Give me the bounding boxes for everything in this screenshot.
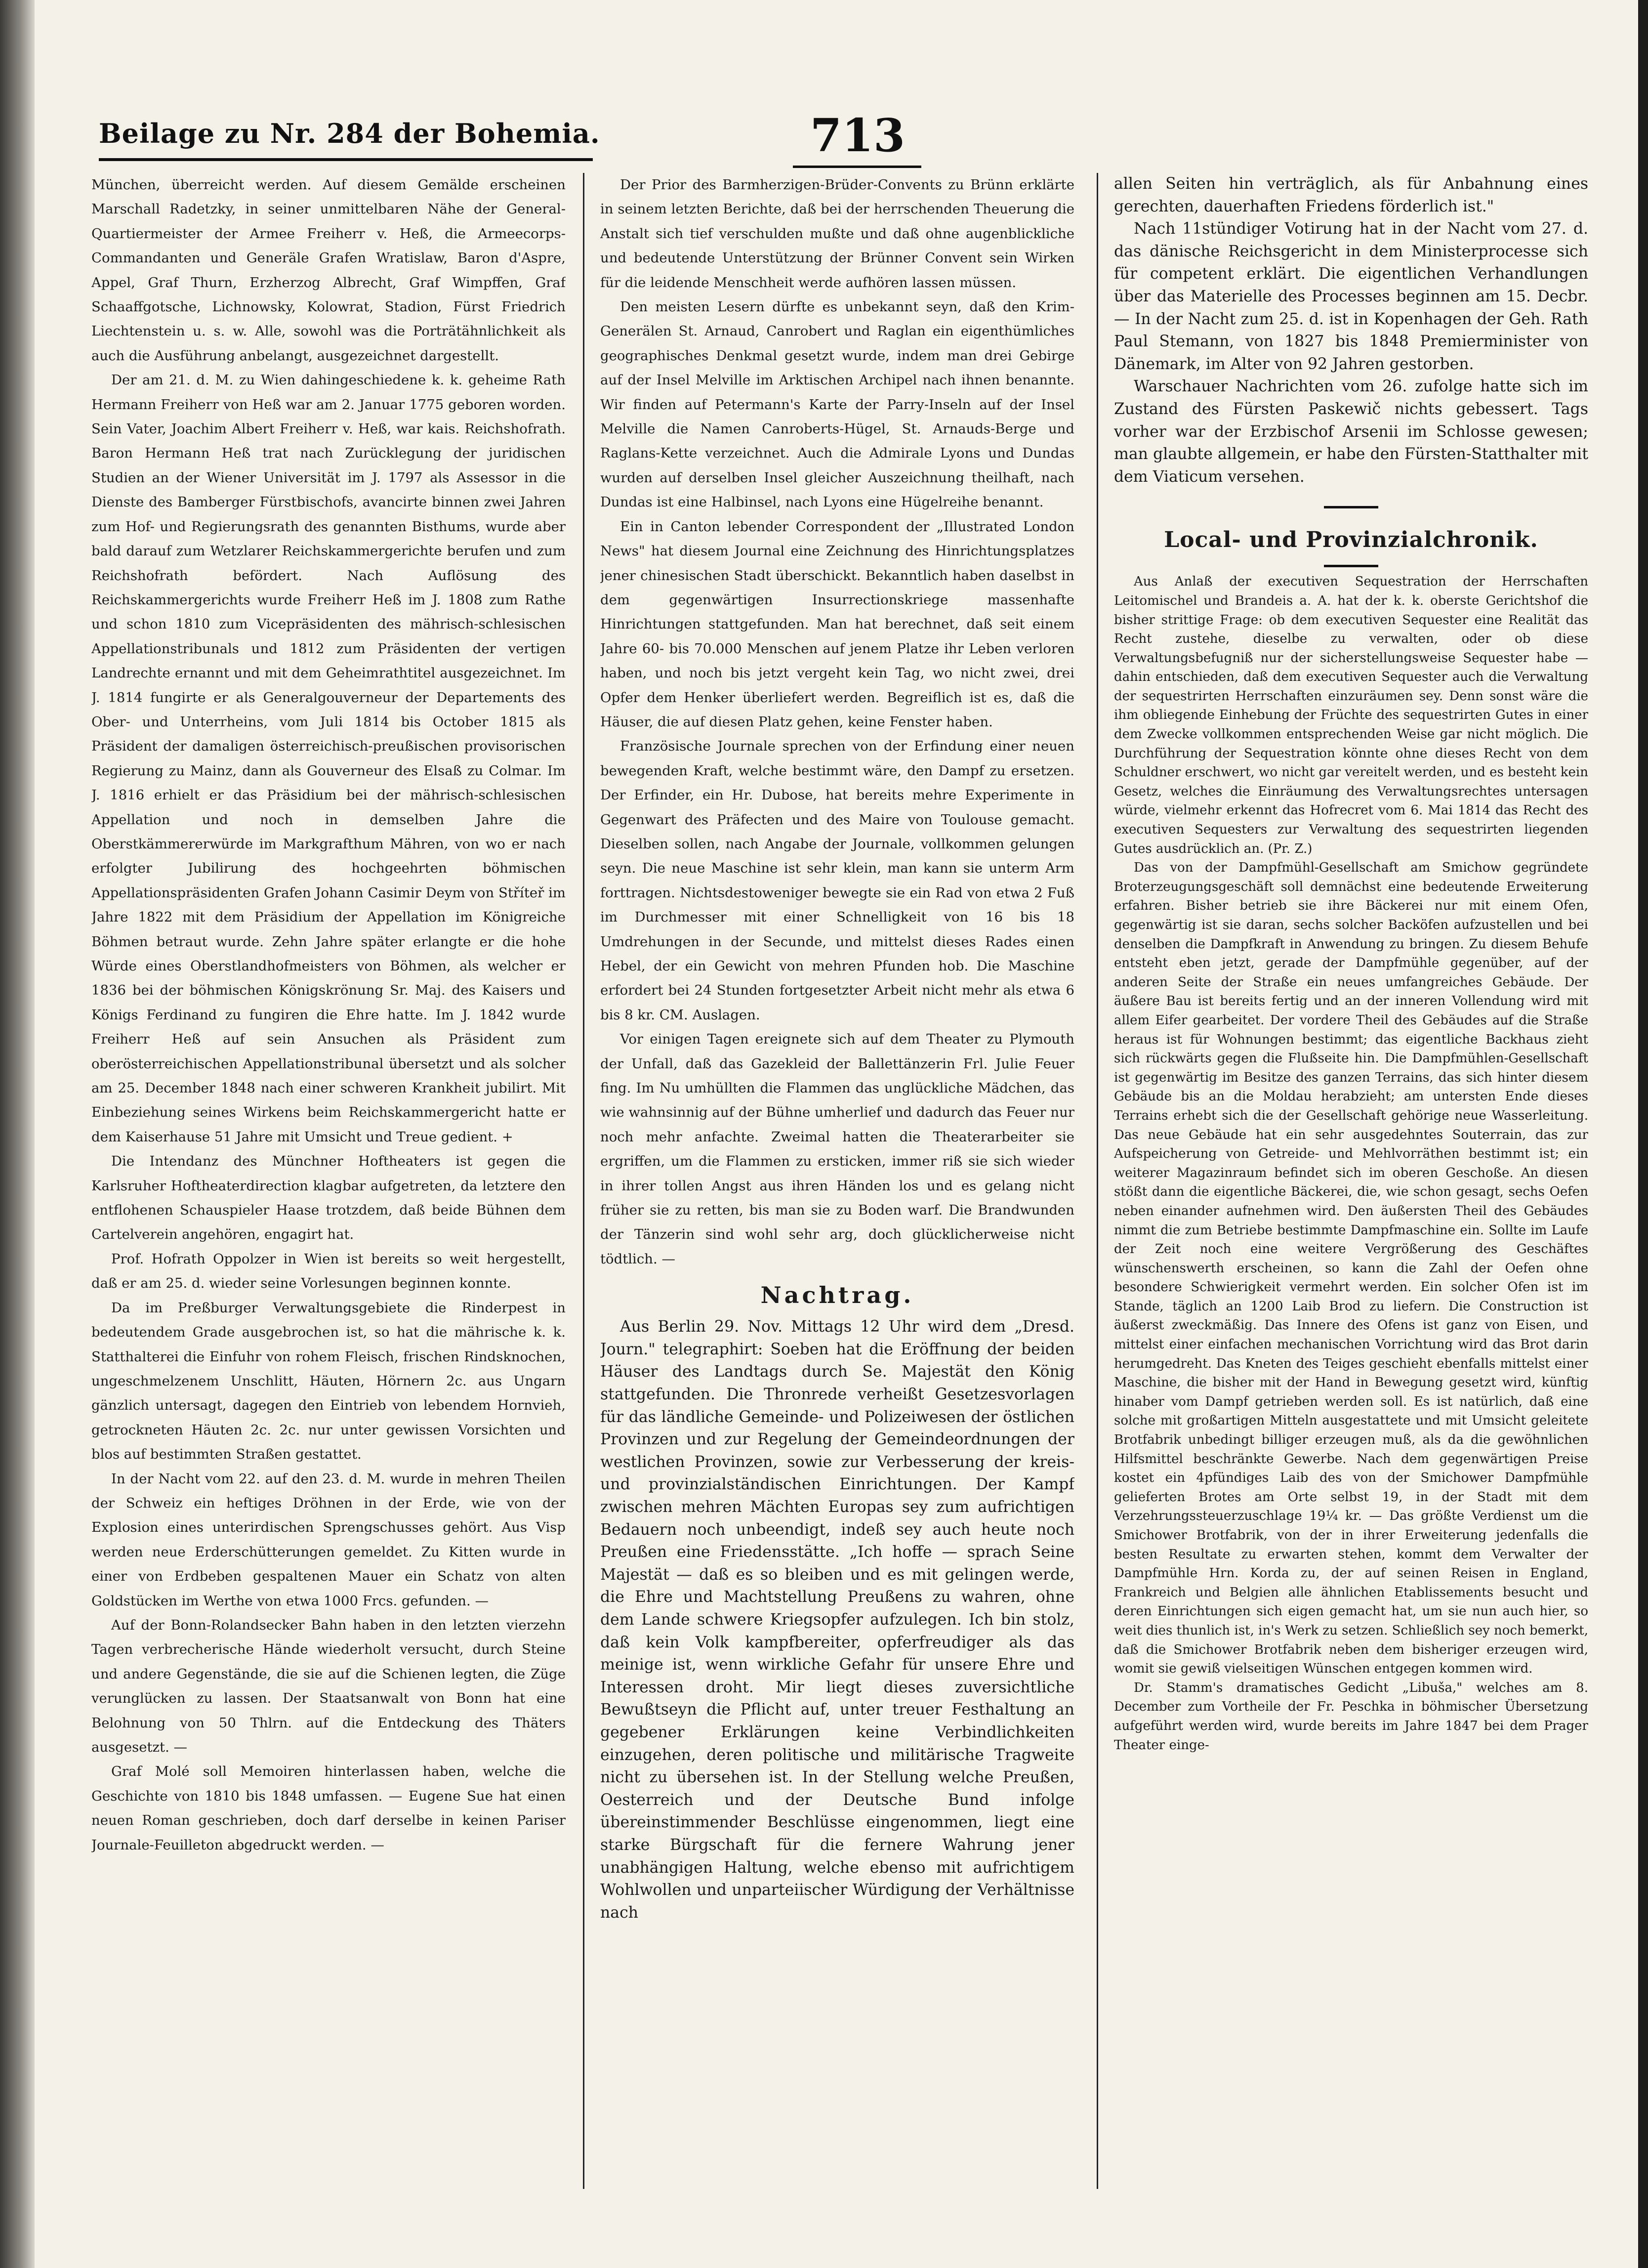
column-middle: [600, 173, 1074, 2224]
header-underline: [99, 158, 593, 161]
supplement-title: Beilage zu Nr. 284 der Bohemia.: [99, 118, 600, 149]
article-paragraph: Aus Berlin 29. Nov. Mittags 12 Uhr wird dem „Dresd. Journ." telegraphirt: Soeben hat die Eröffnung der beiden Häuser des Landtags durch Se. Majestät den König stattgefunden. Die Thronrede verheißt Gesetzesvorlagen für das ländliche Gemeinde- und Polizeiwesen der östlichen Provinzen und zur Regelung der Gemeindeordnungen der westlichen Provinzen, sowie zur Verbesserung der kreis- und provinzialständischen Einrichtungen. Der Kampf zwischen mehren Mächten Europas sey zum aufrichtigen Bedauern noch unbeendigt, indeß sey auch heute noch Preußen eine Friedensstätte. „Ich hoffe — sprach Seine Majestät — daß es so bleiben und es mit gelingen werde, die Ehre und Machtstellung Preußens zu wahren, ohne dem Lande schwere Kriegsopfer aufzulegen. Ich bin stolz, daß kein Volk kampfbereiter, opferfreudiger als das meinige ist, wenn wirkliche Gefahr für unsere Ehre und Interessen droht. Mir liegt dieses zuversichtliche Bewußtseyn die Pflicht auf, unter treuer Festhaltung an gegebener Erklärungen keine Verbindlichkeiten einzugehen, deren politische und militärische Tragweite nicht zu übersehen ist. In der Stellung welche Preußen, Oesterreich und der Deutsche Bund infolge übereinstimmender Beschlüsse eingenommen, liegt eine starke Bürgschaft für die fernere Wahrung jener unabhängigen Haltung, welche ebenso mit aufrichtigem Wohlwollen und unparteiischer Würdigung der Verhältnisse nach: [600, 1318, 1074, 1922]
article-paragraph: Aus Anlaß der executiven Sequestration der Herrschaften Leitomischel und Brandeis a. A. hat der k. k. oberste Gerichtshof die bisher strittige Frage: ob dem executiven Sequester eine Realität das Recht zustehe, dieselbe zu verwalten, oder ob diese Verwaltungsbefugniß nur der sicherstellungsweise Sequester habe — dahin entschieden, daß dem executiven Sequester auch die Verwaltung der sequestrirten Herrschaften einzuräumen sey. Denn sonst wäre die ihm obliegende Einhebung der Früchte des sequestrirten Gutes in einer dem Zwecke vollkommen entsprechenden Weise gar nicht möglich. Die Durchführung der Sequestration könnte ohne dieses Recht von dem Schuldner erschwert, wo nicht gar vereitelt werden, und es besteht kein Gesetz, welches die Einräumung des Verwaltungsrechtes untersagen würde, vielmehr erkennt das Hofrecret vom 6. Mai 1814 das Recht des executiven Sequesters zur Verwaltung des sequestrirten liegenden Gutes ausdrücklich an. (Pr. Z.): [1114, 574, 1588, 856]
article-paragraph: Der Prior des Barmherzigen-Brüder-Convents zu Brünn erklärte in seinem letzten Berichte, daß bei der herrschenden Theuerung die Anstalt sich tief verschulden mußte und daß ohne augenblickliche und bedeutende Unterstützung der Brünner Convent sein Wirken für die leidende Menschheit werde aufhören lassen müssen.: [600, 177, 1074, 291]
article-paragraph: Prof. Hofrath Oppolzer in Wien ist bereits so weit hergestellt, daß er am 25. d. wieder seine Vorlesungen beginnen konnte.: [91, 1251, 566, 1292]
scan-page-edge-right: [1638, 0, 1648, 2268]
article-paragraph: allen Seiten hin verträglich, als für Anbahnung eines gerechten, dauerhaften Friedens förderlich ist.": [1114, 175, 1588, 215]
article-paragraph: München, überreicht werden. Auf diesem Gemälde erscheinen Marschall Radetzky, in seiner unmittelbaren Nähe der General-Quartiermeister der Armee Freiherr v. Heß, die Armeecorps-Commandanten und Generäle Grafen Wratislaw, Baron d'Aspre, Appel, Graf Thurn, Erzherzog Albrecht, Graf Wimpffen, Graf Schaaffgotsche, Lichnowsky, Kolowrat, Stadion, Fürst Friedrich Liechtenstein u. s. w. Alle, sowohl was die Porträtähnlichkeit als auch die Ausführung anbelangt, ausgezeichnet dargestellt.: [91, 177, 566, 364]
scan-page-edge-left: [0, 0, 35, 2268]
page-header: [99, 109, 1591, 183]
heading-underline: [1324, 565, 1378, 567]
article-paragraph: Ein in Canton lebender Correspondent der „Illustrated London News" hat diesem Journal eine Zeichnung des Hinrichtungsplatzes jener chinesischen Stadt überschickt. Bekanntlich haben daselbst in dem gegenwärtigen Insurrectionskriege massenhafte Hinrichtungen stattgefunden. Man hat berechnet, daß seit einem Jahre 60- bis 70.000 Menschen auf jenem Platze ihr Leben verloren haben, und noch bis jetzt vergeht kein Tag, wo nicht zwei, drei Opfer dem Henker überliefert werden. Begreiflich ist es, daß die Häuser, die auf diesen Platz gehen, keine Fenster haben.: [600, 518, 1074, 730]
article-paragraph: Warschauer Nachrichten vom 26. zufolge hatte sich im Zustand des Fürsten Paskewič nichts gebessert. Tags vorher war der Erzbischof Arsenii im Schlosse gewesen; man glaubte allgemein, er habe den Fürsten-Statthalter mit dem Viaticum versehen.: [1114, 378, 1588, 486]
page-number-underline: [793, 166, 921, 168]
article-paragraph: Französische Journale sprechen von der Erfindung einer neuen bewegenden Kraft, welche bestimmt wäre, den Dampf zu ersetzen. Der Erfinder, ein Hr. Dubose, hat bereits mehre Experimente in Gegenwart des Präfecten und des Maire von Toulouse gemacht. Dieselben sollen, nach Angabe der Journale, vollkommen gelungen seyn. Die neue Maschine ist sehr klein, man kann sie unterm Arm forttragen. Nichtsdestoweniger bewegte sie ein Rad von etwa 2 Fuß im Durchmesser mit einer Schnelligkeit von 16 bis 18 Umdrehungen in der Secunde, und mittelst dieses Rades einen Hebel, der ein Gewicht von mehren Pfunden hob. Die Maschine erfordert bei 24 Stunden fortgesetzter Arbeit nicht mehr als etwa 6 bis 8 kr. CM. Auslagen.: [600, 738, 1074, 1023]
article-paragraph: Den meisten Lesern dürfte es unbekannt seyn, daß den Krim-Generälen St. Arnaud, Canrobert und Raglan ein eigenthümliches geographisches Denkmal gesetzt wurde, indem man drei Gebirge auf der Insel Melville im Arktischen Archipel nach ihnen benannte. Wir finden auf Petermann's Karte der Parry-Inseln auf der Insel Melville die Namen Canroberts-Hügel, St. Arnauds-Berge und Raglans-Kette verzeichnet. Auch die Admirale Lyons und Dundas wurden auf derselben Insel gleicher Auszeichnung theilhaft, nach Dundas ist eine Halbinsel, nach Lyons eine Hügelreihe benannt.: [600, 299, 1074, 510]
section-separator: [1324, 506, 1378, 508]
article-paragraph: Auf der Bonn-Rolandsecker Bahn haben in den letzten vierzehn Tagen verbrecherische Hände wiederholt versucht, durch Steine und andere Gegenstände, die sie auf die Schienen legten, die Züge verunglücken zu lassen. Der Staatsanwalt von Bonn hat eine Belohnung von 50 Thlrn. auf die Entdeckung des Thäters ausgesetzt. —: [91, 1617, 566, 1755]
article-paragraph: Die Intendanz des Münchner Hoftheaters ist gegen die Karlsruher Hoftheaterdirection klagbar aufgetreten, da letztere den entflohenen Schauspieler Haase trotzdem, daß beide Bühnen dem Cartelverein angehören, engagirt hat.: [91, 1153, 566, 1243]
column-right: [1114, 173, 1588, 2224]
column-left: [91, 173, 566, 2224]
article-paragraph: Da im Preßburger Verwaltungsgebiete die Rinderpest in bedeutendem Grade ausgebrochen ist, so hat die mährische k. k. Statthalterei die Einfuhr von rohem Fleisch, frischen Rindsknochen, ungeschmelzenem Unschlitt, Häuten, Hörnern 2c. aus Ungarn gänzlich untersagt, dagegen den Eintrieb von lebendem Hornvieh, getrockneten Häuten 2c. 2c. nur unter gewissen Vorsichten und blos auf bestimmten Straßen gestattet.: [91, 1300, 566, 1463]
column-divider: [1097, 173, 1098, 2189]
article-paragraph: Das von der Dampfmühl-Gesellschaft am Smichow gegründete Broterzeugungsgeschäft soll demnächst eine bedeutende Erweiterung erfahren. Bisher betrieb sie ihre Bäckerei nur mit einem Ofen, gegenwärtig ist sie daran, sechs solcher Backöfen aufzustellen und bei denselben die Dampfkraft in Anwendung zu bringen. Zu diesem Behufe entsteht eben jetzt, gerade der Dampfmühle gegenüber, auf der anderen Seite der Straße ein neues umfangreiches Gebäude. Der äußere Bau ist bereits fertig und an der inneren Vollendung wird mit allem Eifer gearbeitet. Der vordere Theil des Gebäudes auf die Straße heraus ist für Wohnungen bestimmt; das eigentliche Backhaus zieht sich rückwärts gegen die Flußseite hin. Die Dampfmühlen-Gesellschaft ist gegenwärtig im Besitze des ganzen Terrains, das sich hinter diesem Gebäude bis an die Moldau herabzieht; am untersten Ende dieses Terrains erhebt sich die der Gesellschaft gehörige neue Wasserleitung. Das neue Gebäude hat ein sehr ausgedehntes Souterrain, das zur Aufspeicherung von Getreide- und Mehlvorräthen bestimmt ist; ein weiterer Magazinraum befindet sich im oberen Geschoße. An diesen stößt dann die eigentliche Bäckerei, die, wie schon gesagt, sechs Oefen neben einander aufnehmen wird. Den äußersten Theil des Gebäudes nimmt die zum Betriebe bestimmte Dampfmaschine ein. Sollte im Laufe der Zeit noch eine weitere Vergrößerung des Geschäftes wünschenswerth erscheinen, so kann die Zahl der Oefen ohne besondere Schwierigkeit vermehrt werden. Ein solcher Ofen ist im Stande, täglich an 1200 Laib Brod zu liefern. Die Construction ist äußerst zweckmäßig. Das Innere des Ofens ist ganz von Eisen, und mittelst einer einfachen mechanischen Vorrichtung wird das Brot darin herumgedreht. Das Kneten des Teiges geschieht ebenfalls mittelst einer Maschine, die bisher mit der Hand in Bewegung gesetzt wird, künftig hinaber vom Dampf getrieben werden soll. Es ist natürlich, daß eine solche mit großartigen Mitteln ausgestattete und mit Umsicht geleitete Brotfabrik unbedingt billiger erzeugen muß, als da die gewöhnlichen Hilfsmittel beschränkte Gewerbe. Nach dem gegenwärtigen Preise kostet ein 4pfündiges Laib des von der Smichower Dampfmühle gelieferten Brotes am Orte selbst 19, in der Stadt mit dem Verzehrungssteuerzuschlage 19¼ kr. — Das größte Verdienst um die Smichower Brotfabrik, von der in ihrer Erweiterung jedenfalls die besten Resultate zu erwarten stehen, kommt dem Verwalter der Dampfmühle Hrn. Korda zu, der auf seinen Reisen in England, Frankreich und Belgien alle ähnlichen Etablissements besucht und deren Einrichtungen sich eigen gemacht hat, um sie nun auch hier, so weit dies thunlich ist, in's Werk zu setzen. Schließlich sey noch bemerkt, daß die Smichower Brotfabrik neben dem bisheriger erzeugen wird, womit sie gewiß vielseitigen Wünschen entgegen kommen wird.: [1114, 860, 1588, 1677]
article-paragraph: Nach 11stündiger Votirung hat in der Nacht vom 27. d. das dänische Reichsgericht in dem Ministerprocesse sich für competent erklärt. Die eigentlichen Verhandlungen über das Materielle des Processes beginnen am 15. Decbr. — In der Nacht zum 25. d. ist in Kopenhagen der Geh. Rath Paul Stemann, von 1827 bis 1848 Premierminister von Dänemark, im Alter von 92 Jahren gestorben.: [1114, 220, 1588, 373]
article-paragraph: Vor einigen Tagen ereignete sich auf dem Theater zu Plymouth der Unfall, daß das Gazekleid der Ballettänzerin Frl. Julie Feuer fing. Im Nu umhüllten die Flammen das unglückliche Mädchen, das wie wahnsinnig auf der Bühne umherlief und dadurch das Feuer nur noch mehr anfachte. Zweimal hatten die Theaterarbeiter sie ergriffen, um die Flammen zu ersticken, immer riß sie sich wieder in ihrer tollen Angst aus ihren Händen los und es gelang nicht früher sie zu retten, bis man sie zu Boden warf. Die Brandwunden der Tänzerin sind wohl sehr arg, doch glücklicherweise nicht tödtlich. —: [600, 1031, 1074, 1267]
local-chronicle-section: [1114, 572, 1588, 1755]
article-paragraph: In der Nacht vom 22. auf den 23. d. M. wurde in mehren Theilen der Schweiz ein heftiges Dröhnen in der Erde, wie von der Explosion eines unterirdischen Sprengschusses gehört. Aus Visp werden neue Erderschütterungen gemeldet. Zu Kitten wurde in einer von Erdbeben gespaltenen Mauer ein Schatz von alten Goldstücken im Werthe von etwa 1000 Frcs. gefunden. —: [91, 1470, 566, 1609]
article-columns: [91, 173, 1588, 2224]
page-number: 713: [810, 109, 906, 162]
article-paragraph: Der am 21. d. M. zu Wien dahingeschiedene k. k. geheime Rath Hermann Freiherr von Heß war am 2. Januar 1775 geboren worden. Sein Vater, Joachim Albert Freiherr v. Heß, war kais. Reichshofrath. Baron Hermann Heß trat nach Zurücklegung der juridischen Studien an der Wiener Universität im J. 1797 als Assessor in die Dienste des Bamberger Fürstbischofs, avancirte binnen zwei Jahren zum Hof- und Regierungsrath des genannten Bisthums, wurde aber bald darauf zum Wetzlarer Reichskammergerichte berufen und zum Reichshofrath befördert. Nach Auflösung des Reichskammergerichts wurde Freiherr Heß im J. 1808 zum Rathe und schon 1810 zum Vicepräsidenten des mährisch-schlesischen Appellationstribunals und 1812 zum Präsidenten der vertigen Landrechte ernannt und mit dem Geheimrathtitel ausgezeichnet. Im J. 1814 fungirte er als Generalgouverneur der Departements des Ober- und Unterrheins, vom Juli 1814 bis October 1815 als Präsident der damaligen österreichisch-preußischen provisorischen Regierung zu Mainz, dann als Gouverneur des Elsaß zu Colmar. Im J. 1816 erhielt er das Präsidium bei der mährisch-schlesischen Appellation und noch in demselben Jahre die Oberstkämmererwürde im Markgrafthum Mähren, von wo er nach erfolgter Jubilirung des hochgeehrten böhmischen Appellationspräsidenten Grafen Johann Casimir Deym von Stříteř im Jahre 1822 mit dem Präsidium der Appellation im Königreiche Böhmen betraut wurde. Zehn Jahre später erlangte er die hohe Würde eines Oberstlandhofmeisters von Böhmen, als welcher er 1836 bei der böhmischen Königskrönung Sr. Maj. des Kaisers und Königs Ferdinand zu fungiren die Ehre hatte. Im J. 1842 wurde Freiherr Heß auf sein Ansuchen als Präsident zum oberösterreichischen Appellationstribunal übersetzt und als solcher am 25. December 1848 nach einer schweren Krankheit jubilirt. Mit Einbeziehung seines Wirkens beim Reichskammergericht hatte er dem Kaiserhause 51 Jahre mit Umsicht und Treue gedient. +: [91, 372, 566, 1145]
section-heading-local-chronicle: Local- und Provinzialchronik.: [1164, 527, 1538, 553]
nachtrag-continuation: [1114, 173, 1588, 488]
nachtrag-section: [600, 1316, 1074, 1924]
newspaper-page: [35, 0, 1638, 2268]
section-heading-nachtrag: Nachtrag.: [760, 1282, 914, 1309]
article-paragraph: Graf Molé soll Memoiren hinterlassen haben, welche die Geschichte von 1810 bis 1848 umfassen. — Eugene Sue hat einen neuen Roman geschrieben, doch darf derselbe in keinen Pariser Journale-Feuilleton abgedruckt werden. —: [91, 1764, 566, 1853]
article-paragraph: Dr. Stamm's dramatisches Gedicht „Libuša," welches am 8. December zum Vortheile der Fr. Peschka in böhmischer Übersetzung aufgeführt werden wird, wurde bereits im Jahre 1847 bei dem Prager Theater einge-: [1114, 1680, 1588, 1753]
column-divider: [583, 173, 584, 2189]
